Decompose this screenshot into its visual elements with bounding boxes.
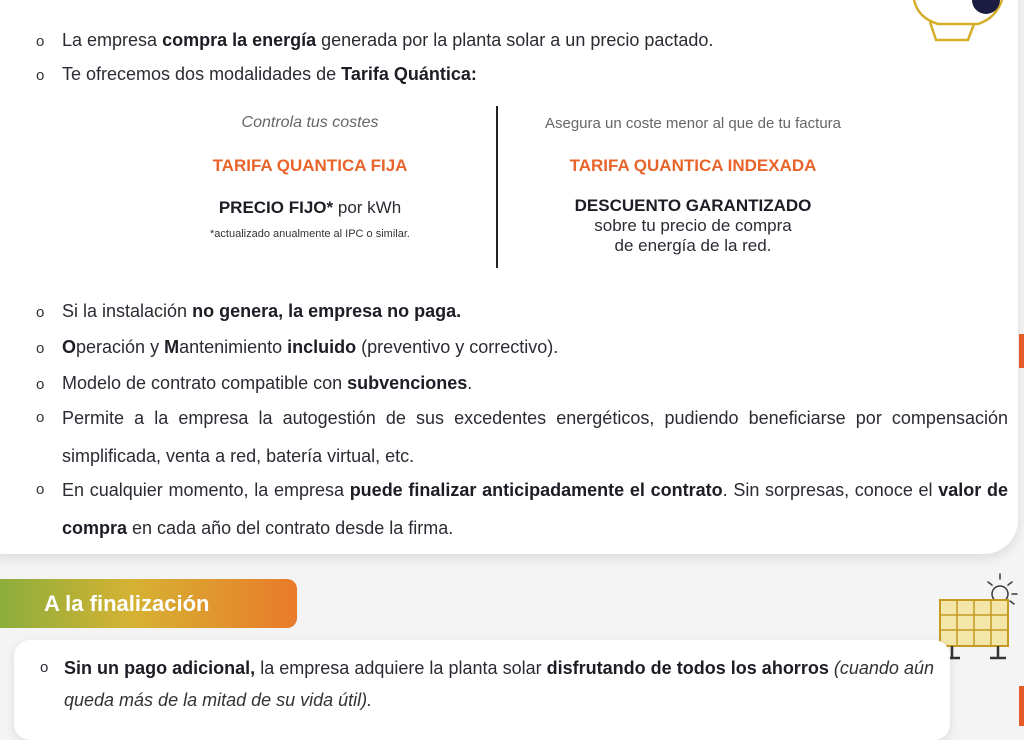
fixed-caption: Controla tus costes: [241, 114, 379, 131]
bullet-maintenance: o Operación y Mantenimiento incluido (preventivo y correctivo).: [36, 337, 559, 357]
fixed-note: *actualizado anualmente al IPC o similar.: [210, 228, 410, 240]
bullet-subsidies: o Modelo de contrato compatible con subvenciones.: [36, 373, 473, 393]
indexed-discount: DESCUENTO GARANTIZADO sobre tu precio de compra de energía de la red.: [574, 196, 812, 255]
bullet-no-generation: o Si la instalación no genera, la empresa no paga.: [36, 301, 462, 321]
bullet-early-termination: o En cualquier momento, la empresa puede finalizar anticipadamente el contrato. Sin sorpresas, conoce el valor de compra en cada año del contrato desde la firma.: [36, 480, 1009, 538]
column-divider: [496, 106, 498, 268]
finalization-text: o Sin un pago adicional, la empresa adquiere la planta solar disfrutando de todos los ahorros (cuando aún queda más de la mitad de su vida útil).: [40, 658, 934, 710]
bullet-energy-purchase: o La empresa compra la energía generada por la planta solar a un precio pactado.: [36, 30, 714, 50]
fixed-title: TARIFA QUANTICA FIJA: [212, 156, 408, 175]
edge-accent: [1019, 686, 1024, 726]
indexed-title: TARIFA QUANTICA INDEXADA: [569, 156, 817, 175]
indexed-tariff-column: [500, 115, 886, 256]
edge-accent: [1019, 334, 1024, 368]
indexed-caption: Asegura un coste menor al que de tu factura: [544, 115, 841, 132]
section-banner: A la finalización: [0, 579, 297, 628]
bullet-modalities: o Te ofrecemos dos modalidades de Tarifa Quántica:: [36, 64, 477, 84]
piggy-bank-icon: [908, 0, 1008, 44]
fixed-tariff-column: [170, 114, 450, 240]
fixed-price: PRECIO FIJO* por kWh: [218, 198, 402, 217]
bullet-self-management: o Permite a la empresa la autogestión de sus excedentes energéticos, pudiendo beneficiarse por compensación simplificada, venta a red, batería virtual, etc.: [36, 408, 1008, 466]
